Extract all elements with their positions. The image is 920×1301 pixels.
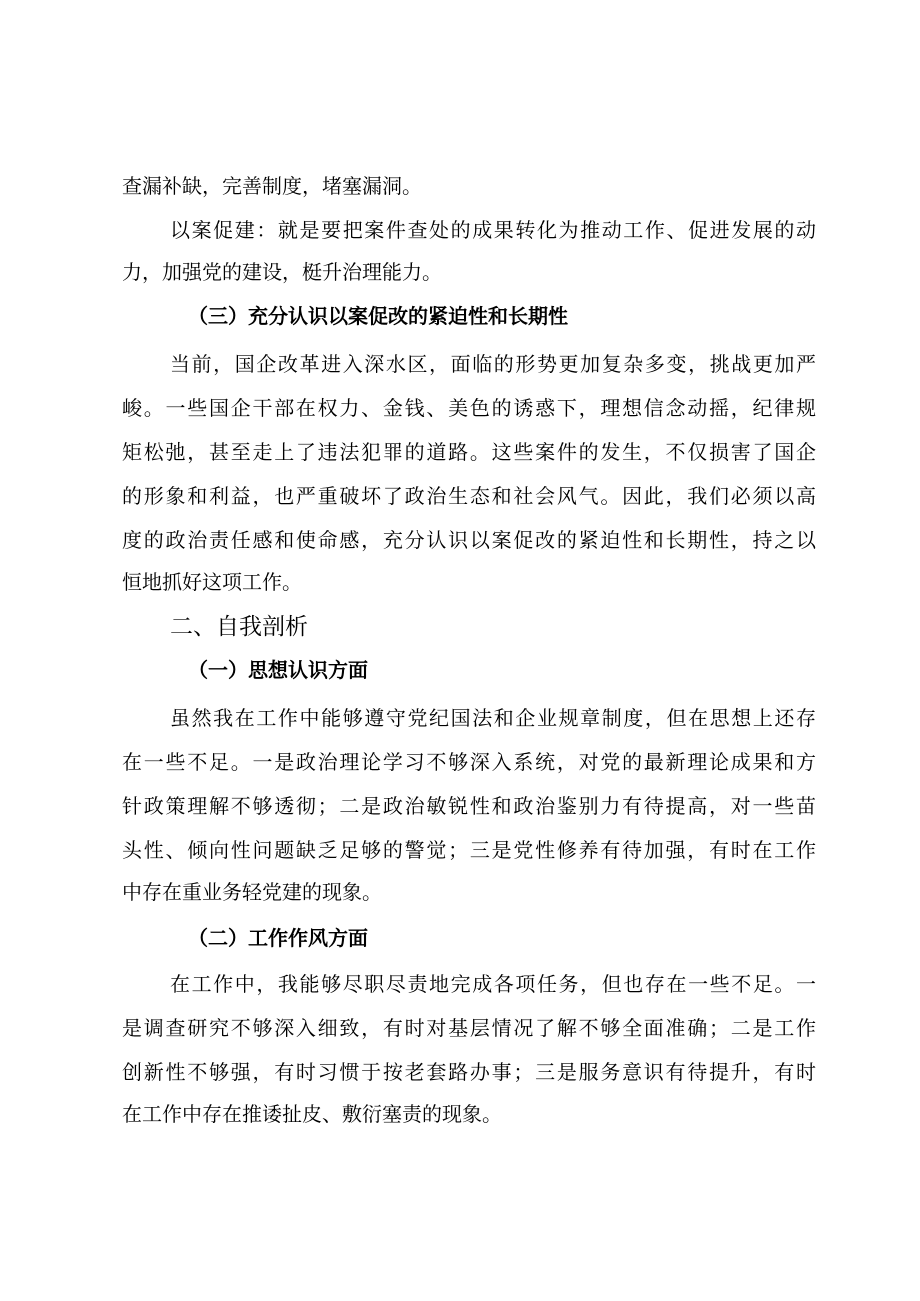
section-title: 二、自我剖析 xyxy=(170,614,308,640)
paragraph-line: 虽然我在工作中能够遵守党纪国法和企业规章制度，但在思想上还存 xyxy=(170,706,816,730)
paragraph-line: 的形象和利益，也严重破坏了政治生态和社会风气。因此，我们必须以高 xyxy=(122,484,816,508)
paragraph-line: 力，加强党的建设，梃升治理能力。 xyxy=(122,260,442,284)
paragraph-line: 在工作中存在推诿扯皮、敷衍塞责的现象。 xyxy=(122,1102,502,1126)
paragraph-line: 查漏补缺，完善制度，堵塞漏洞。 xyxy=(122,174,422,198)
paragraph-line: 当前，国企改革进入深水区，面临的形势更加复杂多变，挑战更加严 xyxy=(170,352,816,376)
paragraph-line: 在一些不足。一是政治理论学习不够深入系统，对党的最新理论成果和方 xyxy=(122,750,816,774)
paragraph-line: 中存在重业务轻党建的现象。 xyxy=(122,880,382,904)
paragraph-line: 矩松弛，甚至走上了违法犯罪的道路。这些案件的发生，不仅损害了国企 xyxy=(122,440,816,464)
paragraph-line: 头性、倾向性问题缺乏足够的警觉；三是党性修养有待加强，有时在工作 xyxy=(122,838,816,862)
subsection-heading: （二）工作作风方面 xyxy=(188,926,368,950)
paragraph-line: 是调查研究不够深入细致，有时对基层情况了解不够全面准确；二是工作 xyxy=(122,1016,816,1040)
paragraph-line: 恒地抓好这项工作。 xyxy=(122,570,302,594)
paragraph-line: 峻。一些国企干部在权力、金钱、美色的诱惑下，理想信念动摇，纪律规 xyxy=(122,396,816,420)
subsection-heading: （一）思想认识方面 xyxy=(188,658,368,682)
paragraph-line: 创新性不够强，有时习惯于按老套路办事；三是服务意识有待提升，有时 xyxy=(122,1060,816,1084)
paragraph-line: 度的政治责任感和使命感，充分认识以案促改的紧迫性和长期性，持之以 xyxy=(122,528,816,552)
paragraph-line: 在工作中，我能够尽职尽责地完成各项任务，但也存在一些不足。一 xyxy=(170,972,816,996)
paragraph-line: 针政策理解不够透彻；二是政治敏锐性和政治鉴别力有待提高，对一些苗 xyxy=(122,794,816,818)
subsection-heading: （三）充分认识以案促改的紧迫性和长期性 xyxy=(188,304,568,328)
paragraph-line: 以案促建：就是要把案件查处的成果转化为推动工作、促进发展的动 xyxy=(170,218,816,242)
